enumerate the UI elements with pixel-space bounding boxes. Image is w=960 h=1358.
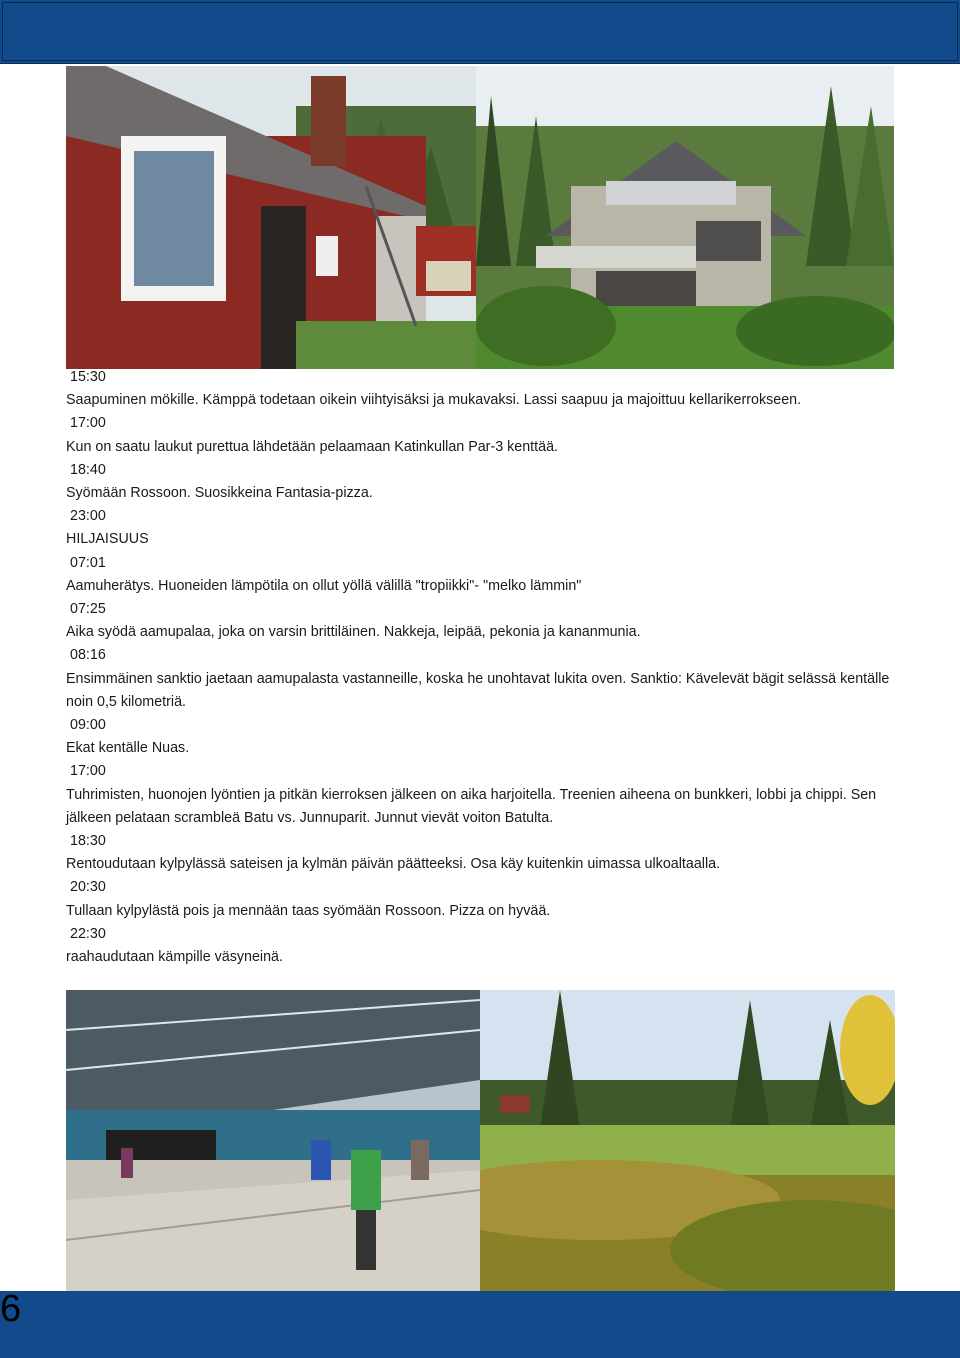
entry-text: Kun on saatu laukut purettua lähdetään pelaamaan Katinkullan Par-3 kenttää. [66,438,559,455]
timeline-entry [66,760,896,830]
entry-text: raahaudutaan kämpille väsyneinä. [66,949,283,966]
entry-time: 18:40 [70,461,106,478]
timeline-entry [66,714,896,760]
footer-bar [0,1291,960,1358]
photo-golf-course [480,990,895,1291]
entry-text: Syömään Rossoon. Suosikkeina Fantasia-pizza. [66,485,373,502]
entry-time: 17:00 [70,415,106,432]
timeline-entry [66,598,896,644]
timeline-entry [66,412,896,458]
photo-villa [476,66,894,369]
entry-text: Tullaan kylpylästä pois ja mennään taas syömään Rossoon. Pizza on hyvää. [66,902,551,919]
timeline [66,366,896,969]
timeline-entry [66,876,896,922]
entry-time: 22:30 [70,925,106,942]
photo-sports-hall [66,990,480,1291]
timeline-entry [66,552,896,598]
page-number: 6 [0,1288,22,1330]
entry-text: Ensimmäinen sanktio jaetaan aamupalasta vastanneille, koska he unohtavat lukita oven. Sanktio: Kävelevät bägit selässä kentälle noin 0,5 kilometriä. [66,670,890,710]
entry-time: 07:01 [70,554,106,571]
entry-time: 07:25 [70,601,106,618]
entry-time: 23:00 [70,508,106,525]
entry-text: Ekat kentälle Nuas. [66,740,190,757]
timeline-entry [66,505,896,551]
entry-text: Aika syödä aamupalaa, joka on varsin brittiläinen. Nakkeja, leipää, pekonia ja kananmunia. [66,624,641,641]
timeline-entry [66,366,896,412]
entry-time: 08:16 [70,647,106,664]
timeline-entry [66,459,896,505]
entry-text: Aamuherätys. Huoneiden lämpötila on ollut yöllä välillä "tropiikki"- "melko lämmin" [66,577,582,594]
entry-text: Tuhrimisten, huonojen lyöntien ja pitkän kierroksen jälkeen on aika harjoitella. Treenien aiheena on bunkkeri, lobbi ja chippi. Sen jälkeen pelataan scrambleä Batu vs. Junnuparit. Junnut vievät voiton Batulta. [66,786,877,826]
photo-cabin-exterior [66,66,476,369]
timeline-entry [66,830,896,876]
entry-text: Saapuminen mökille. Kämppä todetaan oikein viihtyisäksi ja mukavaksi. Lassi saapuu ja majoittuu kellarikerrokseen. [66,392,802,409]
entry-time: 20:30 [70,879,106,896]
entry-text: HILJAISUUS [66,531,149,548]
entry-time: 15:30 [70,369,106,385]
timeline-entry [66,923,896,969]
entry-time: 17:00 [70,763,106,780]
timeline-entry [66,644,896,714]
header-bar [0,0,960,64]
entry-time: 18:30 [70,833,106,850]
entry-time: 09:00 [70,717,106,734]
entry-text: Rentoudutaan kylpylässä sateisen ja kylmän päivän päätteeksi. Osa käy kuitenkin uimassa ulkoaltaalla. [66,856,721,873]
